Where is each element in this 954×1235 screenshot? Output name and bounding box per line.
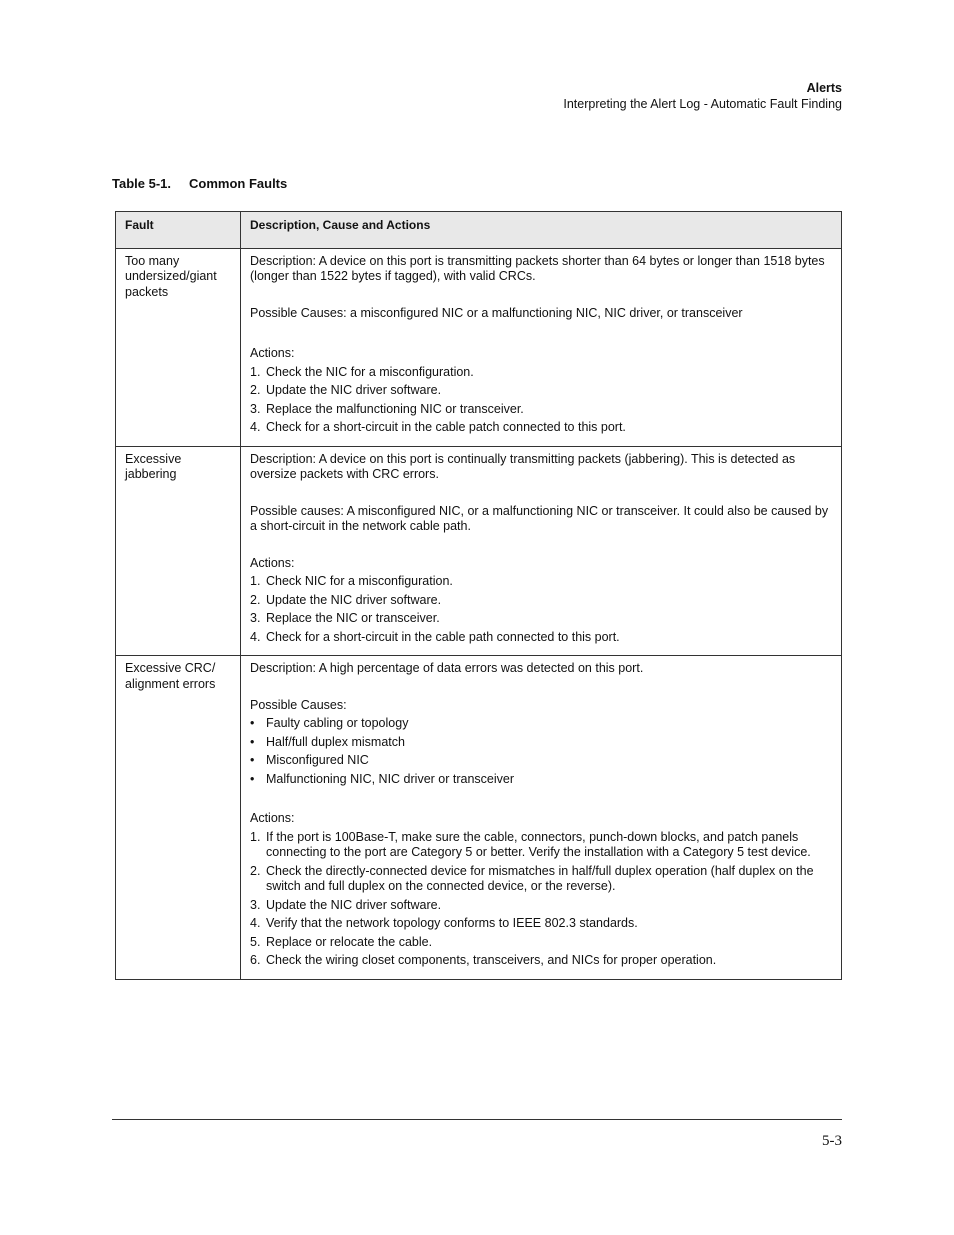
footer-rule (112, 1119, 842, 1120)
action-item (250, 935, 833, 951)
running-header (563, 80, 842, 112)
action-text: Check the NIC for a misconfiguration. (266, 364, 474, 379)
actions-list (250, 830, 833, 969)
cause-text: Faulty cabling or topology (266, 716, 409, 730)
description-text: Description: A device on this port is continually transmitting packets (jabbering). This is detected as oversize packets with CRC errors. (250, 451, 796, 481)
action-item (250, 365, 833, 381)
cause-text: Malfunctioning NIC, NIC driver or transceiver (266, 771, 514, 786)
action-text: Check NIC for a misconfiguration. (266, 574, 453, 588)
description-text: Description: A device on this port is transmitting packets shorter than 64 bytes or longer than 1518 bytes (longer than 1522 bytes if tagged), with valid CRCs. (250, 253, 825, 283)
cause-text: Misconfigured NIC (266, 753, 369, 767)
action-text: Replace the malfunctioning NIC or transceiver. (266, 401, 524, 416)
action-number: 4. (250, 916, 261, 930)
action-text: Check for a short-circuit in the cable path connected to this port. (266, 629, 620, 644)
action-text: Replace or relocate the cable. (266, 934, 433, 949)
causes-list (250, 716, 833, 787)
table-row (116, 248, 842, 446)
action-number: 4. (250, 629, 261, 644)
fault-cell: Excessive CRC/ alignment errors (116, 656, 241, 980)
action-text: Update the NIC driver software. (266, 592, 442, 607)
action-number: 5. (250, 934, 261, 949)
cause-item (250, 753, 833, 769)
action-item (250, 383, 833, 399)
description-cell (241, 656, 842, 980)
description-cell (241, 248, 842, 446)
table-title: Common Faults (189, 176, 288, 191)
action-number: 2. (250, 863, 261, 878)
causes-title: Possible Causes: (250, 697, 347, 712)
action-number: 1. (250, 364, 261, 379)
causes-text: Possible Causes: a misconfigured NIC or a malfunctioning NIC, NIC driver, or transceiver (250, 305, 743, 320)
action-item (250, 420, 833, 436)
action-item (250, 402, 833, 418)
action-item (250, 864, 833, 895)
cause-item (250, 772, 833, 788)
actions-title: Actions: (250, 811, 295, 825)
action-item (250, 830, 833, 861)
action-item (250, 916, 833, 932)
table-row (116, 446, 842, 656)
description-text: Description: A high percentage of data errors was detected on this port. (250, 661, 644, 675)
bullet-icon: • (250, 753, 255, 767)
action-item (250, 574, 833, 590)
cause-item (250, 735, 833, 751)
action-text: Update the NIC driver software. (266, 897, 442, 912)
actions-list (250, 574, 833, 645)
page-number: 5-3 (822, 1133, 842, 1149)
action-number: 3. (250, 611, 261, 625)
action-item (250, 953, 833, 969)
fault-cell: Excessive jabbering (116, 446, 241, 656)
table-row (116, 656, 842, 980)
actions-title: Actions: (250, 346, 295, 360)
actions-title: Actions: (250, 555, 295, 570)
action-item (250, 611, 833, 627)
action-number: 4. (250, 420, 261, 434)
description-cell (241, 446, 842, 656)
bullet-icon: • (250, 716, 255, 730)
table-number: Table 5-1. (112, 176, 172, 191)
actions-list (250, 365, 833, 436)
action-item (250, 898, 833, 914)
causes-text: Possible causes: A misconfigured NIC, or a malfunctioning NIC or transceiver. It could also be caused by a short-circuit in the network cable path. (250, 503, 829, 533)
action-number: 2. (250, 592, 261, 607)
action-number: 1. (250, 829, 261, 844)
action-text: Update the NIC driver software. (266, 383, 442, 397)
table-header-row (116, 212, 842, 249)
action-item (250, 630, 833, 646)
column-header-description: Description, Cause and Actions (241, 212, 842, 249)
action-text: Check the directly-connected device for mismatches in half/full duplex operation (half duplex on the switch and full duplex on the connected device, or the reverse). (266, 863, 814, 893)
section-title: Interpreting the Alert Log - Automatic Fault Finding (563, 97, 842, 111)
action-text: Check for a short-circuit in the cable patch connected to this port. (266, 420, 626, 434)
action-item (250, 593, 833, 609)
bullet-icon: • (250, 771, 255, 786)
table-caption (112, 176, 287, 191)
action-number: 3. (250, 897, 261, 912)
chapter-title: Alerts (806, 81, 842, 95)
action-number: 6. (250, 953, 261, 967)
action-text: If the port is 100Base-T, make sure the cable, connectors, punch-down blocks, and patch panels connecting to the port are Category 5 or better. Verify the installation with a Category 5 test device. (266, 829, 811, 859)
action-text: Check the wiring closet components, transceivers, and NICs for proper operation. (266, 953, 717, 967)
bullet-icon: • (250, 734, 255, 749)
column-header-fault: Fault (116, 212, 241, 249)
action-number: 1. (250, 574, 261, 588)
action-text: Verify that the network topology conforms to IEEE 802.3 standards. (266, 916, 638, 930)
action-text: Replace the NIC or transceiver. (266, 611, 440, 625)
fault-cell: Too many undersized/giant packets (116, 248, 241, 446)
common-faults-table (115, 211, 842, 980)
action-number: 3. (250, 401, 261, 416)
cause-item (250, 716, 833, 732)
cause-text: Half/full duplex mismatch (266, 734, 405, 749)
action-number: 2. (250, 383, 261, 397)
